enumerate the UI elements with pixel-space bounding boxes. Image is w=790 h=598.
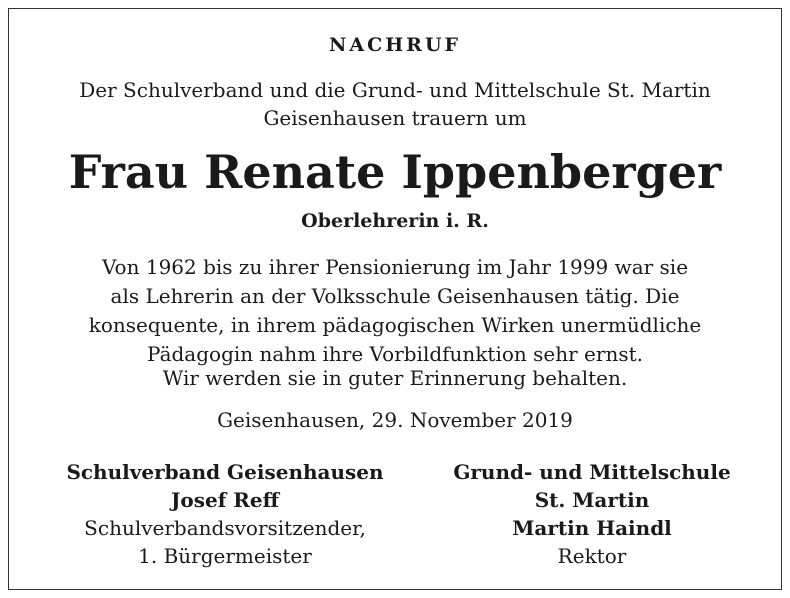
signatory-org: St. Martin [534, 488, 650, 512]
signatory-name: Martin Haindl [512, 516, 672, 540]
place-date: Geisenhausen, 29. November 2019 [217, 408, 573, 432]
signatory-name: Josef Reff [170, 488, 280, 512]
signatory-left [45, 458, 405, 570]
body-line: konsequente, in ihrem pädagogischen Wirken unermüdliche [88, 313, 702, 337]
signatory-role: Schulverbandsvorsitzender, [84, 516, 366, 540]
body-line: als Lehrerin an der Volksschule Geisenhausen tätig. Die [110, 284, 680, 308]
body-line: Von 1962 bis zu ihrer Pensionierung im Jahr 1999 war sie [101, 255, 689, 279]
intro-line: Der Schulverband und die Grund- und Mittelschule St. Martin [79, 78, 711, 102]
notice-heading: NACHRUF [328, 34, 462, 56]
deceased-name: Frau Renate Ippenberger [68, 145, 722, 199]
signatory-org: Schulverband Geisenhausen [66, 460, 384, 484]
body-line: Pädagogin nahm ihre Vorbildfunktion sehr ernst. [147, 342, 643, 366]
intro-line: Geisenhausen trauern um [263, 106, 527, 130]
obituary-body [0, 253, 790, 369]
deceased-title: Oberlehrerin i. R. [301, 210, 489, 232]
signatory-role: Rektor [557, 544, 627, 568]
signatory-role: 1. Bürgermeister [138, 544, 312, 568]
intro-text [0, 76, 790, 132]
signatory-right [412, 458, 772, 570]
signatory-org: Grund- und Mittelschule [453, 460, 731, 484]
closing-sentence: Wir werden sie in guter Erinnerung behalten. [162, 366, 628, 390]
